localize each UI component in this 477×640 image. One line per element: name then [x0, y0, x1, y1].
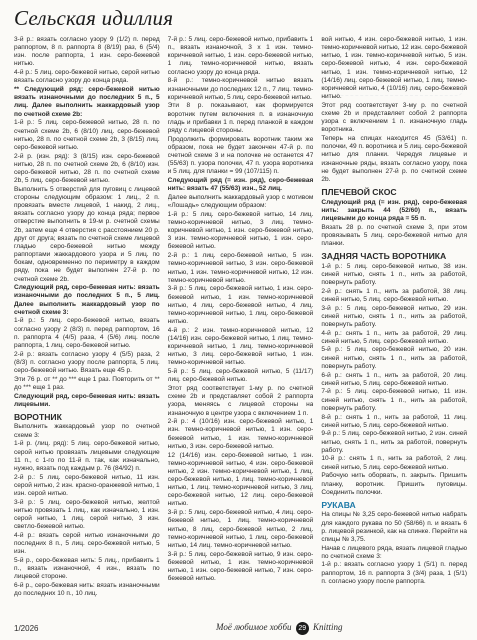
paragraph: 3-й р.: 5 лиц. серо-бежевой нитью, 1 изн. серо-бежевой нитью, 1 изн. темно-коричневой нитью, 4 лиц. серо-бежевой нитью, 4 лиц. темно-коричневой нитью, 1 лиц. серо-бежевой нитью.	[167, 285, 314, 326]
brand-left: Моё любимое хобби	[216, 622, 292, 632]
paragraph: Следующий ряд (= изн. ряд), серо-бежевая нить: закрыть 44 (52/60) п., вязать лицевыми до конца ряда = 55 п.	[321, 198, 467, 222]
paragraph: 5-й р., серо-бежевая нить: 5 лиц., прибавить 1 п., вязать изнаночной, 4 изн., вязать по лицевой стороне.	[14, 556, 160, 581]
section-heading: ПЛЕЧЕВОЙ СКОС	[321, 187, 397, 197]
paragraph: 2-й р.: 4 (10/16) изн. серо-бежевой нитью, 1 изн. темно-коричневой нитью, 1 изн. серо-бежевой нитью, 1 изн. темно-коричневой нитью, 3 изн. серо-бежевой нитью.	[167, 418, 314, 450]
paragraph: 1-й р.: 5 лиц. серо-бежевой нитью, 14 лиц. темно-коричневой нитью, 3 лиц. темно-коричневой нитью, 1 изн. серо-бежевой нитью, 3 изн. темно-коричневой нитью, 1 изн. серо-бежевой нитью.	[167, 210, 314, 251]
paragraph: Эти 8 р. показывают, как формируется воротник путем включения п. в изнаночную гладь и прибавки 1 п. перед планкой в каждом ряду с лицевой стороны.	[167, 102, 314, 134]
paragraph: 1-й р.: 5 лиц. серо-бежевой нитью, 28 п. по счетной схеме 2b, 6 (8/10) лиц. серо-бежевой нитью, 28 п. по счетной схеме 2b, 3 (8/15) лиц. серо-бежевой нитью.	[14, 119, 160, 151]
paragraph: Рабочую нить оборвать, п. закрыть. Пришить планку, воротник. Пришить пуговицы. Соединить полочки.	[321, 472, 467, 496]
paragraph: 4-й р.: вязать серой нитью изнаночными до последних 8 п., 5 лиц. серо-бежевой нитью, 5 изн.	[14, 531, 160, 556]
paragraph: 1-й р.: 5 лиц. серо-бежевой нитью, 38 изн. синей нитью, снять 1 п., нить за работой, повернуть работу.	[321, 262, 467, 286]
paragraph: Выполнить жаккардовый узор по счетной схеме 3:	[14, 423, 160, 439]
paragraph: На спицы № 3,25 серо-бежевой нитью набрать для каждого рукава по 50 (58/66) п. и вязать 6 р. лицевой резинкой, как на спинке. Перейти на спицы № 3,75.	[321, 511, 467, 543]
paragraph: 8-й р.: снять 1 п., нить за работой, 11 лиц. синей нитью, 5 лиц. серо-бежевой нитью.	[321, 413, 467, 429]
paragraph: 2-й р. (изн. ряд): 3 (8/15) изн. серо-бежевой нитью, 28 п. по счетной схеме 2b, 6 (8/10) изн. серо-бежевой нитью, 28 п. по счетной схеме 2b, 5 лиц. серо-бежевой нитью.	[14, 152, 160, 185]
paragraph: 4-й р.: 5 лиц. серо-бежевой нитью, серой нитью вязать согласно узору до конца ряда.	[14, 69, 160, 85]
magazine-brand	[216, 622, 343, 635]
paragraph: Следующий ряд, серо-бежевая нить: вязать лицевыми.	[14, 392, 160, 408]
paragraph: 5-й р.: 5 лиц. серо-бежевой нитью, 5 (11/17) лиц. серо-бежевой нитью.	[167, 368, 314, 384]
page-title: Сельская идиллия	[14, 6, 174, 30]
paragraph: вой нитью, 4 изн. серо-бежевой нитью, 1 изн. темно-коричневой нитью, 12 изн. серо-бежевой нитью, 1 изн. темно-коричневой нитью, 5 изн. серо-бежевой нитью, 4 изн. серо-бежевой нитью, 1 изн. темно-коричневой нитью, 12 (14/16) лиц. серо-бежевой нитью, 1 лиц. темно-коричневой нитью, 4 (10/16) лиц. серо-бежевой нитью.	[321, 36, 467, 101]
paragraph: 5-й р.: 5 лиц. серо-бежевой нитью, 20 изн. синей нитью, снять 1 п., нить за работой, повернуть работу.	[321, 346, 467, 370]
column-2	[168, 36, 314, 618]
paragraph: 10-й р.: снять 1 п., нить за работой, 2 лиц. синей нитью, 5 лиц. серо-бежевой нитью.	[321, 455, 467, 471]
paragraph: 6-й р.: снять 1 п., нить за работой, 20 лиц. синей нитью, 5 лиц. серо-бежевой нитью.	[321, 371, 467, 387]
paragraph: 7-й р.: 5 лиц. серо-бежевой нитью, 11 изн. синей нитью, снять 1 п., нить за работой, повернуть работу.	[321, 388, 467, 412]
paragraph: Продолжить формировать воротник таким же образом, пока не будет закончен 47-й р. по счетной схеме 3 и на полочке не останется 47 (55/63) п. узора полочки, 47 п. узора воротника и 5 лиц. для планки = 99 (107/115) п.	[167, 135, 314, 176]
paragraph: ** Следующий ряд: серо-бежевой нитью вязать изнаночными до последних 5 п., 5 лиц. Далее выполнить жаккардовый узор по счетной схеме 2b:	[14, 86, 160, 118]
paragraph: 3-й р.: 5 лиц. серо-бежевой нитью, 29 изн. синей нитью, снять 1 п., нить за работой, повернуть работу.	[321, 304, 467, 328]
paragraph: 3-й р.: 5 лиц. серо-бежевой нитью, 4 лиц. серо-бежевой нитью, 1 лиц. темно-коричневой нитью, 8 лиц. серо-бежевой нитью, 2 лиц. темно-коричневой нитью, 1 лиц. серо-бежевой нитью, 14 лиц. темно-коричневой нитью.	[167, 509, 314, 549]
paragraph: Далее выполнить жаккардовый узор с мотивом «Лошадь» следующим образом:	[167, 193, 314, 210]
paragraph: Эти 76 р. от ** до *** еще 1 раз. Повторить от ** до *** еще 1 раз.	[14, 375, 160, 391]
paragraph: 1-й р.: вязать согласно узору 1 (5/1) п. перед раппортом, 16 п. раппорта 3 (3/4) раза, 1 (5/1) п. согласно узору после раппорта.	[321, 561, 467, 585]
paragraph: 6-й р., серо-бежевая нить: вязать изнаночными до последних 10 п., 10 лиц.	[14, 582, 160, 598]
page-footer	[0, 622, 477, 638]
paragraph: 12 (14/16) изн. серо-бежевой нитью, 1 изн. темно-коричневой нитью, 4 изн. серо-бежевой нитью, 2 изн. темно-коричневой нитью, 1 лиц. серо-бежевой нитью, 1 лиц. темно-коричневой нитью, 1 лиц. темно-коричневой нитью, 3 лиц. серо-бежевой нитью, 12 лиц. серо-бежевой нитью.	[167, 451, 314, 508]
paragraph: 2-й р.: вязать согласно узору 4 (5/5) раза, 2 (8/3) п. согласно узору после раппорта, 5 лиц. серо-бежевой нитью. Вязать еще 45 р.	[14, 350, 160, 374]
paragraph: Выполнить 5 отверстий для пуговиц с лицевой стороны следующим образом: 1 лиц., 2 п. провязать вместе лицевой, 1 накид, 2 лиц., вязать согласно узору до конца ряда; первое отверстие выполнить в 19-м р. счетной схемы 2b, затем еще 4 отверстия с расстоянием 20 р. друг от друга; вязать по счетной схеме лицевой гладью серо-бежевой нитью между раппортами жаккардового узора и 5 лиц. по бокам, одновременно по периметру в каждом ряду, пока не будет выполнен 27-й р. по счетной схеме 2b.	[14, 185, 160, 283]
paragraph: 4-й р.: снять 1 п., нить за работой, 29 лиц. синей нитью, 5 лиц. серо-бежевой нитью.	[321, 329, 467, 345]
section-heading: ЗАДНЯЯ ЧАСТЬ ВОРОТНИКА	[321, 251, 447, 262]
paragraph: 4-й р.: 2 изн. темно-коричневой нитью, 12 (14/16) изн. серо-бежевой нитью, 1 лиц. темно-коричневой нитью, 1 лиц. темно-коричневой нитью, 3 лиц. серо-бежевой нитью, 1 изн. темно-коричневой нитью.	[167, 326, 314, 367]
paragraph: 2-й р.: 5 лиц. серо-бежевой нитью, 11 изн. серой нитью, 2 изн. красно-оранжевой нитью, 1 изн. серой нитью.	[14, 473, 160, 497]
issue-number: 1/2026	[14, 624, 39, 633]
paragraph: 1-й р.: 5 лиц. серо-бежевой нитью, вязать согласно узору 2 (8/3) п. перед раппортом, 16 п. раппорта 4 (4/5) раза, 4 (5/6) лиц. после раппорта, 1 лиц. серо-бежевой нитью.	[14, 317, 160, 349]
paragraph: Следующий ряд, серо-бежевая нить: вязать изнаночными до последних 5 п., 5 лиц. Далее выполнить жаккардовый узор по счетной схеме 3:	[14, 284, 160, 316]
section-heading: РУКАВА	[321, 499, 356, 510]
page-number: 29	[296, 622, 309, 635]
column-3	[321, 36, 467, 618]
column-1	[14, 36, 160, 618]
paragraph: 8-й р.: темно-коричневой нитью вязать изнаночными до последних 12 п., 7 лиц. темно-коричневой нитью, 5 лиц. серо-бежевой нитью.	[167, 77, 314, 101]
paragraph: Вязать 28 р. по счетной схеме 3, при этом провязывать 5 лиц. серо-бежевой нитью для планки.	[321, 223, 467, 247]
paragraph: 2-й р.: 1 лиц. серо-бежевой нитью, 5 изн. темно-коричневой нитью, 3 изн. серо-бежевой нитью, 1 изн. темно-коричневой нитью, 12 изн. темно-коричневой нитью.	[167, 252, 314, 284]
paragraph: 3-й р.: вязать согласно узору 9 (1/2) п. перед раппортом, 8 п. раппорта 8 (8/19) раз, 6 (5/4) изн. после раппорта, 1 изн. серо-бежевой нитью.	[14, 36, 160, 68]
paragraph: Этот ряд соответствует 3-му р. по счетной схеме 2b и представляет собой 2 раппорта узора с включением 1 п. изнаночную гладь воротника.	[321, 101, 467, 134]
paragraph: 9-й р.: 5 лиц. серо-бежевой нитью, 2 изн. синей нитью, снять 1 п., нить за работой, повернуть работу.	[321, 430, 467, 454]
section-heading: ВОРОТНИК	[14, 411, 62, 422]
paragraph: 1-й р. (лиц. ряд): 5 лиц. серо-бежевой нитью, серой нитью провязать лицевыми следующие 11 п., с 1-го по 11-й п. так, как изначально, нужно, вязать под каждым р. 76 (84/92) п.	[14, 440, 160, 472]
paragraph: Начав с лицевого ряда, вязать лицевой гладью по счетной схеме 3:	[321, 544, 467, 560]
paragraph: 3-й р.: 5 лиц. серо-бежевой нитью, желтой нитью провязать 1 лиц., как изначально, 1 изн. серой нитью, 1 лиц. серой нитью, 3 изн. светло-бежевой нитью.	[14, 498, 160, 531]
paragraph: Следующий ряд (= изн. ряд), серо-бежевая нить: вязать 47 (55/63) изн., 52 лиц.	[167, 177, 314, 193]
paragraph: 3-й р.: 5 лиц. серо-бежевой нитью, 9 изн. серо-бежевой нитью, 1 изн. темно-коричневой нитью, 1 изн. серо-бежевой нитью, 7 изн. серо-бежевой нитью.	[167, 550, 314, 583]
brand-right: Knitting	[313, 622, 343, 632]
paragraph: Этот ряд соответствует 1-му р. по счетной схеме 2b и представляет собой 2 раппорта узора, меняясь с лицевой стороны на изнаночную в центре узора с включением 1 п.	[167, 385, 314, 417]
paragraph: Теперь на спицах находится 45 (53/61) п. полочки, 49 п. воротника и 5 лиц. серо-бежевой нитью для планки. Чередуя лицевые и изнаночные ряды, вязать согласно узору, пока не будет выполнен 27-й р. по счетной схеме 2b.	[321, 135, 467, 183]
article-columns	[14, 36, 467, 618]
paragraph: 2-й р.: снять 1 п., нить за работой, 38 лиц. синей нитью, 5 лиц. серо-бежевой нитью.	[321, 287, 467, 303]
paragraph: 7-й р.: 5 лиц. серо-бежевой нитью, прибавить 1 п., вязать изнаночной, 3 х 1 изн. темно-коричневой нитью, 1 изн. серо-бежевой нитью, 1 лиц. темно-коричневой нитью, вязать согласно узору до конца ряда.	[167, 36, 314, 76]
